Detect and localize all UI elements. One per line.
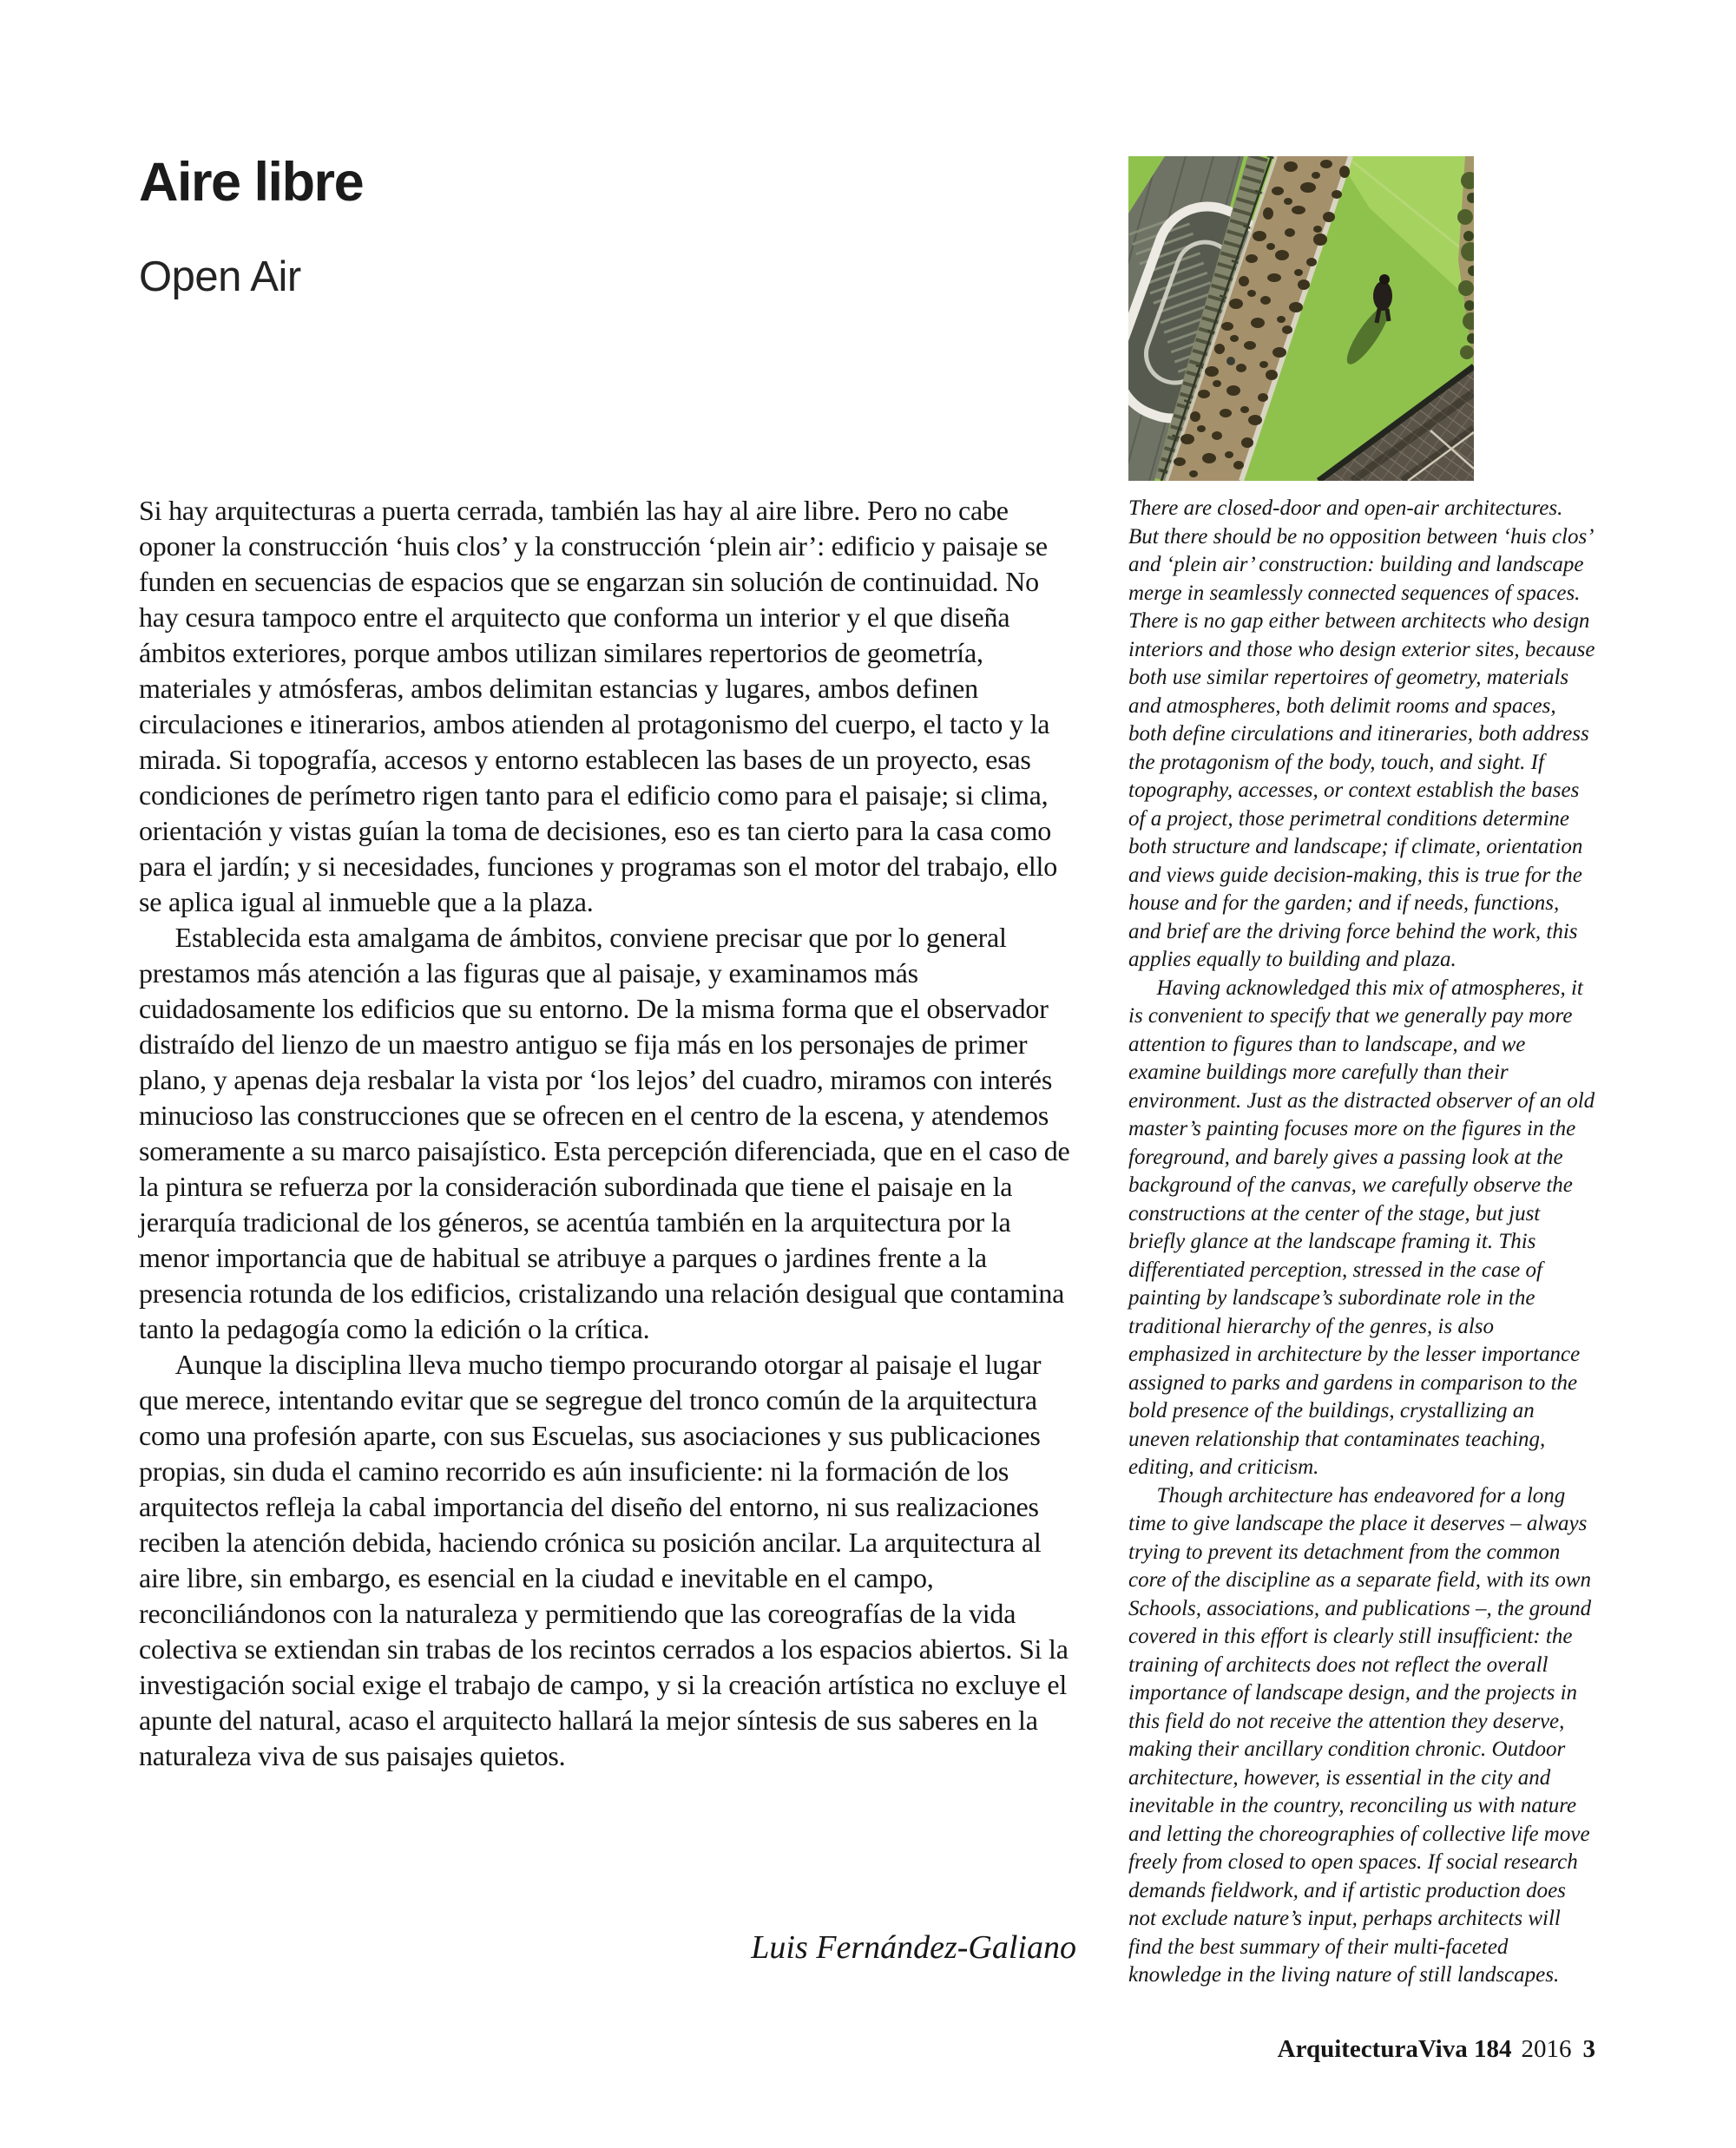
english-paragraph-1: There are closed-door and open-air architectures. But there should be no opposition between ‘huis clos’ and ‘plein air’ construction: building and landscape merge in seamlessly connected sequences of spaces. There is no gap either between architects who design interiors and those who design exterior sites, because both use similar repertoires of geometry, materials and atmospheres, both delimit rooms and spaces, both define circulations and itineraries, both address the protagonism of the body, touch, and sight. If topography, accesses, or context establish the bases of a project, those perimetral conditions determine both structure and landscape; if climate, orientation and views guide decision-making, this is true for the house and for the garden; and if needs, functions, and brief are the driving force behind the work, this applies equally to building and plaza. — [1128, 496, 1595, 971]
spanish-column — [139, 493, 1076, 1774]
spanish-paragraph-1: Si hay arquitecturas a puerta cerrada, también las hay al aire libre. Pero no cabe oponer la construcción ‘huis clos’ y la construcción ‘plein air’: edificio y paisaje se funden en secuencias de espacios que se engarzan sin solución de continuidad. No hay cesura tampoco entre el arquitecto que conforma un interior y el que diseña ámbitos exteriores, porque ambos utilizan similares repertorios de geometría, materiales y atmósferas, ambos delimitan estancias y lugares, ambos definen circulaciones e itinerarios, ambos atienden al protagonismo del cuerpo, el tacto y la mirada. Si topografía, accesos y entorno establecen las bases de un proyecto, esas condiciones de perímetro rigen tanto para el edificio como para el paisaje; si clima, orientación y vistas guían la toma de decisiones, eso es tan cierto para la casa como para el jardín; y si necesidades, funciones y programas son el motor del trabajo, ello se aplica igual al inmueble que a la plaza. — [139, 495, 1058, 917]
spanish-paragraph-2: Establecida esta amalgama de ámbitos, conviene precisar que por lo general prestamos más atención a las figuras que al paisaje, y examinamos más cuidadosamente los edificios que su entorno. De la misma forma que el observador distraído del lienzo de un maestro antiguo se fija más en los personajes de primer plano, y apenas deja resbalar la vista por ‘los lejos’ del cuadro, miramos con interés minucioso las construcciones que se ofrecen en el centro de la escena, y atendemos someramente a su marco paisajístico. Esta percepción diferenciada, que en el caso de la pintura se refuerza por la consideración subordinada que tiene el paisaje en la jerarquía tradicional de los géneros, se acentúa también en la arquitectura por la menor importancia que de habitual se atribuye a parques o jardines frente a la presencia rotunda de los edificios, cristalizando una relación desigual que contamina tanto la pedagogía como la edición o la crítica. — [139, 922, 1070, 1344]
aerial-photo — [1128, 156, 1474, 481]
footer-issue-number: 184 — [1474, 2035, 1512, 2063]
footer-page-number: 3 — [1582, 2035, 1595, 2063]
ball — [1226, 357, 1235, 365]
english-column — [1128, 495, 1595, 1990]
english-paragraph-2: Having acknowledged this mix of atmospheres, it is convenient to specify that we generally pay more attention to figures than to landscape, and we examine buildings more carefully than their environment. Just as the distracted observer of an old master’s painting focuses more on the figures in the foreground, and barely gives a passing look at the background of the canvas, we carefully observe the constructions at the center of the stage, but just briefly glance at the landscape framing it. This differentiated perception, stressed in the case of painting by landscape’s subordinate role in the traditional hierarchy of the genres, is also emphasized in architecture by the lesser importance assigned to parks and gardens in comparison to the bold presence of the buildings, crystallizing an uneven relationship that contaminates teaching, editing, and criticism. — [1128, 975, 1595, 1479]
english-paragraph-3: Though architecture has endeavored for a long time to give landscape the place it deserves – always trying to prevent its detachment from the common core of the discipline as a separate field, with its own Schools, associations, and publications –, the ground covered in this effort is clearly still insufficient: the training of architects does not reflect the overall importance of landscape design, and the projects in this field do not receive the attention they deserve, making their ancillary condition chronic. Outdoor architecture, however, is essential in the city and inevitable in the country, reconciling us with nature and letting the choreographies of collective life move freely from closed to open spaces. If social research demands fieldwork, and if artistic production does not exclude nature’s input, perhaps architects will find the best summary of their multi-faceted knowledge in the living nature of still landscapes. — [1128, 1483, 1592, 1987]
footer-year: 2016 — [1521, 2035, 1572, 2063]
page-title: Aire libre — [139, 152, 364, 213]
aerial-photo-illustration — [1128, 156, 1474, 481]
footer-magazine-name: ArquitecturaViva — [1277, 2035, 1468, 2063]
spanish-paragraph-3: Aunque la disciplina lleva mucho tiempo procurando otorgar al paisaje el lugar que merece, intentando evitar que se segregue del tronco común de la arquitectura como una profesión aparte, con sus Escuelas, sus asociaciones y sus publicaciones propias, sin duda el camino recorrido es aún insuficiente: ni la formación de los arquitectos refleja la cabal importancia del diseño del entorno, ni sus realizaciones reciben la atención debida, haciendo crónica su posición ancilar. La arquitectura al aire libre, sin embargo, es esencial en la ciudad e inevitable en el campo, reconciliándonos con la naturaleza y permitiendo que las coreografías de la vida colectiva se extiendan sin trabas de los recintos cerrados a los espacios abiertos. Si la investigación social exige el trabajo de campo, y si la creación artística no excluye el apunte del natural, acaso el arquitecto hallará la mejor síntesis de sus saberes en la naturaleza viva de sus paisajes quietos. — [139, 1349, 1069, 1771]
page-subtitle: Open Air — [139, 253, 301, 300]
page-footer — [1128, 2034, 1595, 2064]
author-signature: Luis Fernández-Galiano — [751, 1929, 1076, 1966]
